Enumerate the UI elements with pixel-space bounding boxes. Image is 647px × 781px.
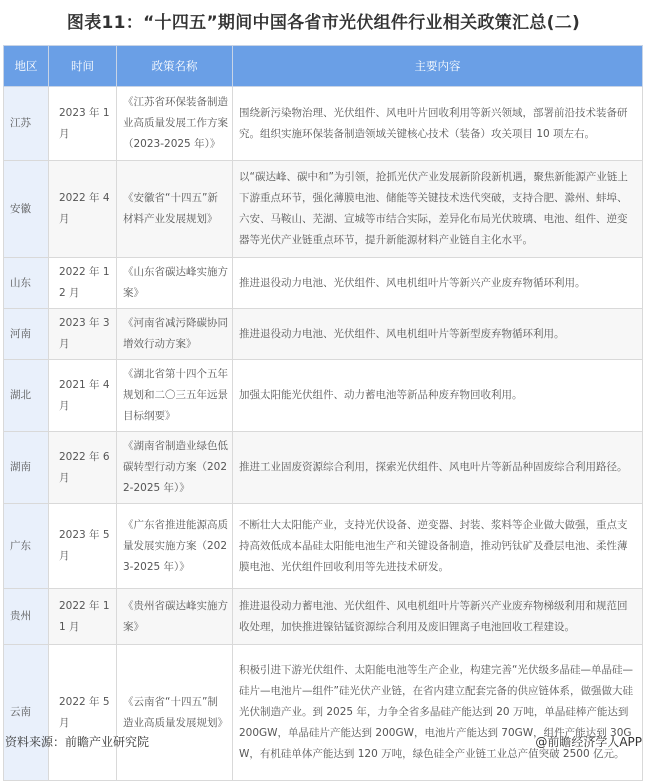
cell-content: 围绕新污染物治理、光伏组件、风电叶片回收利用等新兴领域，部署前沿技术装备研究。组织实施环保装备制造领域关键核心技术（装备）攻关项目 10 项左右。 (233, 87, 643, 161)
cell-policy: 《湖北省第十四个五年规划和二〇三五年远景目标纲要》 (117, 360, 233, 432)
cell-region: 河南 (4, 309, 49, 360)
cell-policy: 《江苏省环保装备制造业高质量发展工作方案（2023-2025 年）》 (117, 87, 233, 161)
cell-time: 2022 年 11 月 (49, 589, 117, 645)
cell-content: 积极引进下游光伏组件、太阳能电池等生产企业，构建完善“光伏级多晶硅—单晶硅—硅片—电池片—组件”硅光伏产业链，在省内建立配套完备的供应链体系，做强做大硅光伏制造产业。到 2025 年，力争全省多晶硅产能达到 20 万吨，单晶硅棒产能达到 200GW，单晶硅片产能达到 200GW，电池片产能达到 70GW，组件产能达到 30GW，有机硅单体产能达到 120 万吨，绿色硅全产业链工业总产值突破 2500 亿元。 (233, 645, 643, 781)
cell-region: 湖北 (4, 360, 49, 432)
column-header-time: 时间 (49, 46, 117, 87)
table-row (4, 589, 643, 645)
column-header-policy: 政策名称 (117, 46, 233, 87)
cell-policy: 《河南省减污降碳协同增效行动方案》 (117, 309, 233, 360)
table-row (4, 504, 643, 589)
table-row (4, 161, 643, 258)
table-row (4, 432, 643, 504)
cell-region: 安徽 (4, 161, 49, 258)
cell-content: 加强太阳能光伏组件、动力蓄电池等新品种废弃物回收利用。 (233, 360, 643, 432)
cell-region: 广东 (4, 504, 49, 589)
source-note: 资料来源：前瞻产业研究院 (5, 735, 150, 749)
cell-policy: 《湖南省制造业绿色低碳转型行动方案（2022-2025 年）》 (117, 432, 233, 504)
cell-time: 2023 年 1 月 (49, 87, 117, 161)
cell-content: 推进退役动力电池、光伏组件、风电机组叶片等新型废弃物循环利用。 (233, 309, 643, 360)
cell-content: 推进退役动力蓄电池、光伏组件、风电机组叶片等新兴产业废弃物梯级利用和规范回收处理，加快推进镍钴锰资源综合利用及废旧锂离子电池回收工程建设。 (233, 589, 643, 645)
table-row (4, 258, 643, 309)
cell-content: 推进工业固废资源综合利用，探索光伏组件、风电叶片等新品种固废综合利用路径。 (233, 432, 643, 504)
table-header-row (4, 46, 643, 87)
cell-region: 湖南 (4, 432, 49, 504)
table-row (4, 360, 643, 432)
credit-note: @前瞻经济学人APP (535, 735, 642, 749)
cell-time: 2022 年 6 月 (49, 432, 117, 504)
cell-content: 以“碳达峰、碳中和”为引领，抢抓光伏产业发展新阶段新机遇，聚焦新能源产业链上下游重点环节，强化薄膜电池、储能等关键技术迭代突破，支持合肥、滁州、蚌埠、六安、马鞍山、芜湖、宣城等市结合实际，差异化布局光伏玻璃、电池、组件、逆变器等光伏产业链重点环节，提升新能源材料产业链自主化水平。 (233, 161, 643, 258)
cell-time: 2022 年 4 月 (49, 161, 117, 258)
cell-time: 2022 年 12 月 (49, 258, 117, 309)
cell-region: 江苏 (4, 87, 49, 161)
cell-policy: 《广东省推进能源高质量发展实施方案（2023-2025 年）》 (117, 504, 233, 589)
table-row (4, 87, 643, 161)
column-header-content: 主要内容 (233, 46, 643, 87)
cell-region: 云南 (4, 645, 49, 781)
cell-region: 贵州 (4, 589, 49, 645)
cell-policy: 《云南省“十四五”制造业高质量发展规划》 (117, 645, 233, 781)
cell-time: 2023 年 5 月 (49, 504, 117, 589)
column-header-region: 地区 (4, 46, 49, 87)
cell-content: 推进退役动力电池、光伏组件、风电机组叶片等新兴产业废弃物循环利用。 (233, 258, 643, 309)
page-title: 图表11：“十四五”期间中国各省市光伏组件行业相关政策汇总(二) (66, 13, 581, 33)
cell-time: 2021 年 4 月 (49, 360, 117, 432)
cell-policy: 《贵州省碳达峰实施方案》 (117, 589, 233, 645)
cell-policy: 《山东省碳达峰实施方案》 (117, 258, 233, 309)
cell-time: 2023 年 3 月 (49, 309, 117, 360)
table-row (4, 645, 643, 781)
table-row (4, 309, 643, 360)
policy-table (3, 45, 643, 781)
cell-content: 不断壮大太阳能产业，支持光伏设备、逆变器、封装、浆料等企业做大做强，重点支持高效低成本晶硅太阳能电池生产和关键设备制造，推动钙钛矿及叠层电池、柔性薄膜电池、光伏组件回收利用等先进技术研发。 (233, 504, 643, 589)
cell-time: 2022 年 5 月 (49, 645, 117, 781)
cell-region: 山东 (4, 258, 49, 309)
cell-policy: 《安徽省“十四五”新材料产业发展规划》 (117, 161, 233, 258)
